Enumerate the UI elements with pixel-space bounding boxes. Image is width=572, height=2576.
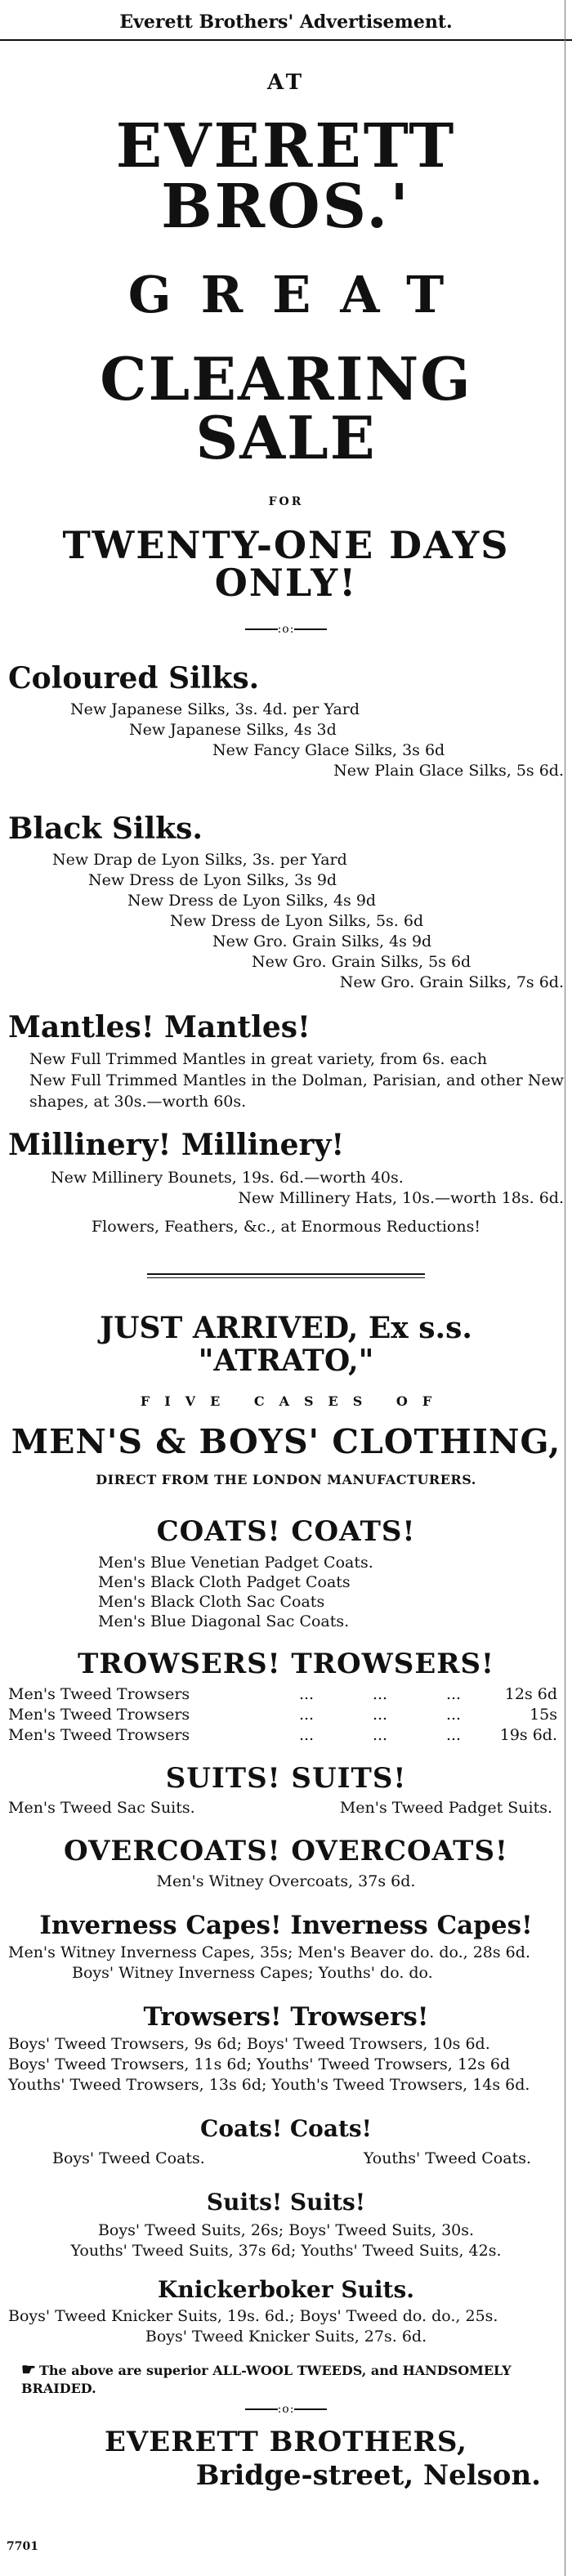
inverness-line: Men's Witney Inverness Capes, 35s; Men's Beaver do. do., 28s 6d. xyxy=(8,1943,530,1962)
note-text: The above are superior ALL-WOOL TWEEDS, and HANDSOMELY BRAIDED. xyxy=(21,2362,512,2396)
leader-dots: ... xyxy=(445,1706,462,1724)
boys-coats-title: Coats! Coats! xyxy=(200,2115,372,2143)
boys-trowsers-line: Youths' Tweed Trowsers, 13s 6d; Youth's Tweed Trowsers, 14s 6d. xyxy=(8,2076,530,2095)
boys-trowsers-text xyxy=(8,2034,564,2095)
list-item: New Japanese Silks, 3s. 4d. per Yard xyxy=(70,700,360,718)
boys-trowsers-line: Boys' Tweed Trowsers, 11s 6d; Youths' Tweed Trowsers, 12s 6d xyxy=(8,2055,511,2074)
mantles-line: New Full Trimmed Mantles in the Dolman, Parisian, and other New shapes, at 30s.—worth 60s. xyxy=(29,1071,564,1111)
row-name: Men's Tweed Trowsers xyxy=(8,1685,190,1704)
boys-coats-left: Boys' Tweed Coats. xyxy=(52,2149,205,2168)
row-price: 15s xyxy=(530,1706,557,1724)
overcoats-title: OVERCOATS! OVERCOATS! xyxy=(64,1834,508,1867)
list-item: New Japanese Silks, 4s 3d xyxy=(129,720,337,739)
boys-coats-pair xyxy=(8,2149,564,2169)
millinery-line: Flowers, Feathers, &c., at Enormous Reductions! xyxy=(91,1218,480,1237)
coloured-silks-list xyxy=(8,700,564,781)
list-item: New Plain Glace Silks, 5s 6d. xyxy=(333,761,564,780)
inverness-line: Boys' Witney Inverness Capes; Youths' do. do. xyxy=(72,1964,433,1983)
millinery-title: Millinery! Millinery! xyxy=(8,1128,345,1163)
five-cases-line: FIVE CASES OF xyxy=(140,1393,447,1410)
mantles-title: Mantles! Mantles! xyxy=(8,1009,311,1044)
list-item: New Gro. Grain Silks, 4s 9d xyxy=(212,932,432,950)
list-item: New Dress de Lyon Silks, 5s. 6d xyxy=(170,911,424,930)
list-item: Men's Blue Diagonal Sac Coats. xyxy=(98,1612,350,1630)
knickerbocker-text xyxy=(8,2306,564,2347)
suits-title: SUITS! SUITS! xyxy=(165,1762,407,1796)
list-item: New Drap de Lyon Silks, 3s. per Yard xyxy=(52,850,347,869)
inverness-title: Inverness Capes! Inverness Capes! xyxy=(39,1911,533,1941)
leader-dots: ... xyxy=(445,1726,462,1745)
mantles-line: New Full Trimmed Mantles in great variety, from 6s. each xyxy=(29,1050,488,1069)
divider-rule xyxy=(294,2408,327,2410)
black-silks-title: Black Silks. xyxy=(8,811,203,846)
for-line: FOR xyxy=(268,495,304,508)
boys-coats-right: Youths' Tweed Coats. xyxy=(363,2149,531,2168)
overcoats-line: Men's Witney Overcoats, 37s 6d. xyxy=(156,1872,416,1891)
boys-suits-title: Suits! Suits! xyxy=(206,2189,366,2216)
coats-title: COATS! COATS! xyxy=(156,1515,416,1549)
row-price: 19s 6d. xyxy=(499,1726,557,1745)
list-item: New Dress de Lyon Silks, 3s 9d xyxy=(88,870,337,889)
knickerbocker-line: Boys' Tweed Knicker Suits, 19s. 6d.; Boys' Tweed do. do., 25s. xyxy=(8,2306,498,2325)
direct-line: DIRECT FROM THE LONDON MANUFACTURERS. xyxy=(96,1472,476,1488)
just-arrived-heading: JUST ARRIVED, Ex s.s. "ATRATO," xyxy=(100,1311,472,1378)
leader-dots: ... xyxy=(372,1685,388,1704)
divider-rule xyxy=(245,2408,278,2410)
boys-suits-line: Boys' Tweed Suits, 26s; Boys' Tweed Suits, 30s. xyxy=(97,2220,475,2239)
signature-address: Bridge-street, Nelson. xyxy=(195,2459,541,2492)
millinery-text xyxy=(8,1168,564,1237)
black-silks-list xyxy=(8,850,564,993)
list-item: Men's Black Cloth Padget Coats xyxy=(98,1572,351,1591)
ad-number: 7701 xyxy=(7,2540,38,2553)
row-name: Men's Tweed Trowsers xyxy=(8,1726,190,1745)
list-item: New Gro. Grain Silks, 7s 6d. xyxy=(339,973,564,991)
clearing-sale-heading: CLEARING SALE xyxy=(100,344,472,472)
trowsers-table xyxy=(8,1684,564,1746)
list-item: New Fancy Glace Silks, 3s 6d xyxy=(212,740,445,759)
divider-ornament: :o: xyxy=(277,2402,295,2416)
table-row xyxy=(8,1725,564,1746)
list-item: New Dress de Lyon Silks, 4s 9d xyxy=(127,891,377,910)
list-item: Men's Black Cloth Sac Coats xyxy=(98,1592,325,1611)
divider-rule xyxy=(245,628,278,630)
divider-rule xyxy=(294,628,327,630)
at-line: AT xyxy=(266,70,306,95)
divider xyxy=(8,623,564,636)
list-item: New Gro. Grain Silks, 5s 6d xyxy=(252,952,471,971)
leader-dots: ... xyxy=(445,1685,462,1704)
signature-firm: EVERETT BROTHERS, xyxy=(105,2425,467,2458)
leader-dots: ... xyxy=(372,1706,388,1724)
list-item: Men's Blue Venetian Padget Coats. xyxy=(98,1553,373,1572)
table-row xyxy=(8,1705,564,1725)
suits-pair xyxy=(8,1798,564,1818)
leader-dots: ... xyxy=(298,1685,315,1704)
tweeds-note xyxy=(8,2360,564,2398)
inverness-text xyxy=(8,1943,564,1983)
great-heading: GREAT xyxy=(127,265,474,324)
suits-right: Men's Tweed Padget Suits. xyxy=(339,1798,552,1817)
boys-suits-line: Youths' Tweed Suits, 37s 6d; Youths' Tweed Suits, 42s. xyxy=(70,2241,502,2260)
table-row xyxy=(8,1684,564,1705)
section-divider xyxy=(147,1273,425,1278)
pointing-hand-icon: ☛ xyxy=(21,2359,36,2379)
row-price: 12s 6d xyxy=(504,1685,557,1704)
millinery-line: New Millinery Hats, 10s.—worth 18s. 6d. xyxy=(238,1189,564,1208)
knickerbocker-line: Boys' Tweed Knicker Suits, 27s. 6d. xyxy=(145,2327,427,2346)
divider xyxy=(8,2403,564,2416)
row-dots xyxy=(270,1705,490,1725)
leader-dots: ... xyxy=(298,1706,315,1724)
row-dots xyxy=(270,1684,490,1705)
row-name: Men's Tweed Trowsers xyxy=(8,1706,190,1724)
coloured-silks-title: Coloured Silks. xyxy=(8,661,260,695)
suits-left: Men's Tweed Sac Suits. xyxy=(8,1798,195,1817)
row-dots xyxy=(270,1725,490,1746)
firm-name: EVERETT BROS.' xyxy=(115,111,457,242)
trowsers-title: TROWSERS! TROWSERS! xyxy=(78,1647,494,1680)
boys-trowsers-title: Trowsers! Trowsers! xyxy=(143,2002,429,2033)
mantles-text xyxy=(8,1049,564,1112)
days-heading: TWENTY-ONE DAYS ONLY! xyxy=(62,523,510,605)
boys-suits-text xyxy=(8,2220,564,2261)
millinery-line: New Millinery Bounets, 19s. 6d.—worth 40s. xyxy=(51,1169,404,1187)
boys-trowsers-line: Boys' Tweed Trowsers, 9s 6d; Boys' Tweed Trowsers, 10s 6d. xyxy=(8,2035,490,2054)
coats-list xyxy=(8,1553,564,1631)
divider-ornament: :o: xyxy=(277,623,295,636)
clothing-heading: MEN'S & BOYS' CLOTHING, xyxy=(11,1422,561,1462)
leader-dots: ... xyxy=(372,1726,388,1745)
leader-dots: ... xyxy=(298,1726,315,1745)
page-header: Everett Brothers' Advertisement. xyxy=(0,0,572,41)
knickerbocker-title: Knickerboker Suits. xyxy=(158,2275,414,2303)
